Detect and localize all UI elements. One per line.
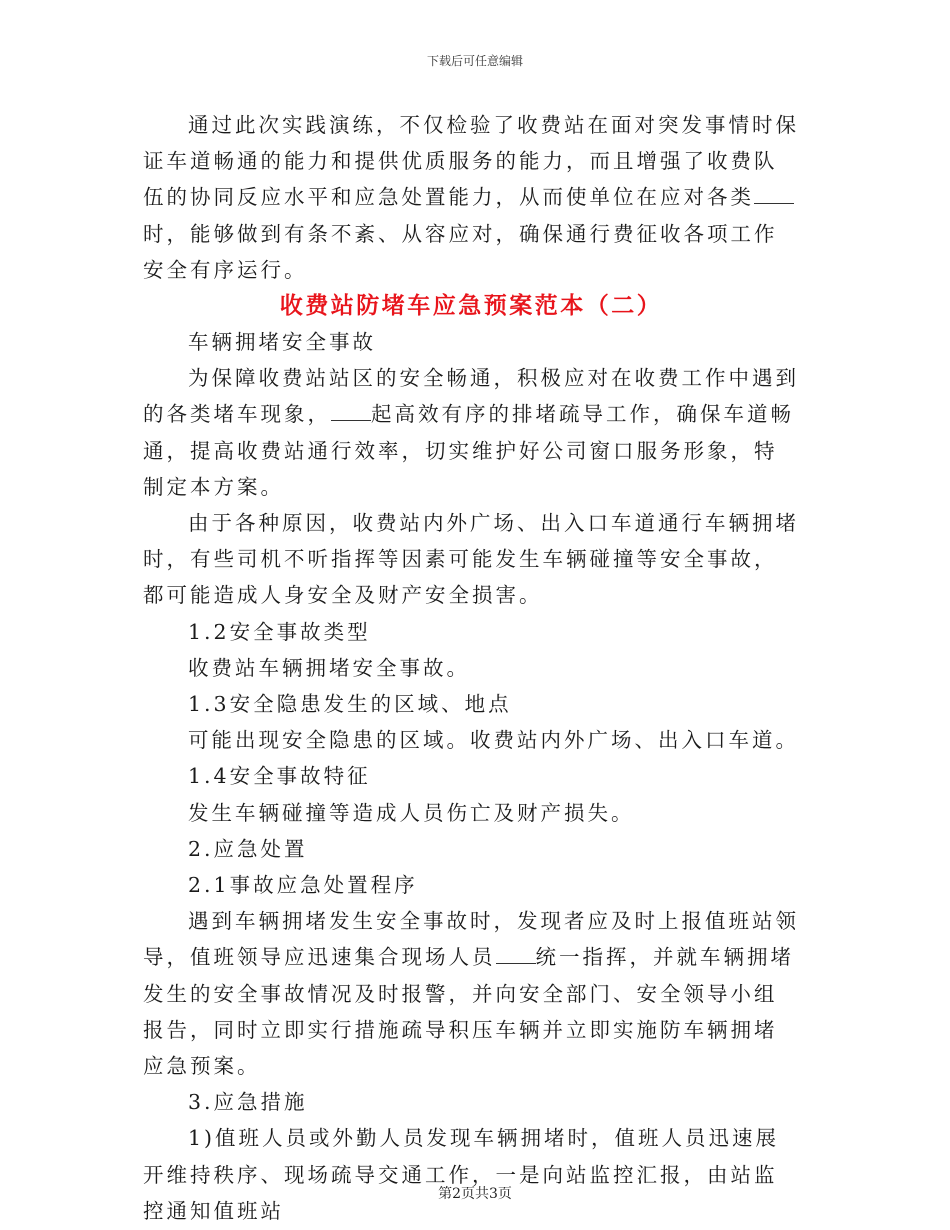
heading-3: 3.应急措施	[188, 1090, 308, 1115]
paragraph-text: 统一指挥，并就车辆拥堵发生的安全事故情况及时报警，并向安全部门、安全领导小组报告，同时立即实行措施疏导积压车辆并立即实施防车辆拥堵应急预案。	[143, 945, 794, 1079]
paragraph-text: 通过此次实践演练，不仅检验了收费站在面对突发事情时保证车道畅通的能力和提供优质服务的能力，而且增强了收费队伍的协同反应水平和应急处置能力，从而使单位在应对各类	[143, 113, 799, 210]
document-body	[143, 107, 799, 1229]
subheading: 车辆拥堵安全事故	[188, 330, 376, 355]
paragraph-causes: 由于各种原因，收费站内外广场、出入口车道通行车辆拥堵时，有些司机不听指挥等因素可能发生车辆碰撞等安全事故，都可能造成人身安全及财产安全损害。	[143, 511, 799, 608]
paragraph-text: 为保障收费站站区的安全畅通，积极应对在收费工作中遇到的各类堵车现象，	[143, 366, 799, 427]
heading-1-4: 1.4安全事故特征	[188, 764, 371, 789]
heading-2: 2.应急处置	[188, 836, 308, 861]
paragraph-text: 时，能够做到有条不紊、从容应对，确保通行费征收各项工作安全有序运行。	[143, 221, 778, 282]
paragraph-text: 遇到车辆拥堵发生安全事故时，发现者应及时上报值班站领导，值班领导应迅速集合现场人员	[143, 909, 799, 970]
fill-blank	[496, 945, 536, 964]
section-title: 收费站防堵车应急预案范本（二）	[279, 292, 663, 320]
paragraph-drill-summary	[143, 107, 799, 288]
paragraph-measures: 1)值班人员或外勤人员发现车辆拥堵时，值班人员迅速展开维持秩序、现场疏导交通工作，一是向站监控汇报，由站监控通知值班站	[143, 1126, 780, 1223]
heading-2-1: 2.1事故应急处置程序	[188, 873, 418, 898]
text-1-4: 发生车辆碰撞等造成人员伤亡及财产损失。	[188, 800, 635, 825]
paragraph-procedure	[143, 903, 799, 1084]
fill-blank	[331, 402, 371, 421]
fill-blank	[754, 185, 794, 204]
text-1-2: 收费站车辆拥堵安全事故。	[188, 655, 470, 680]
text-1-3: 可能出现安全隐患的区域。收费站内外广场、出入口车道。	[188, 728, 799, 753]
page-header: 下载后可任意编辑	[426, 54, 523, 68]
paragraph-purpose	[143, 360, 799, 505]
page-footer: 第2页共3页	[438, 1186, 512, 1202]
heading-1-3: 1.3安全隐患发生的区域、地点	[188, 692, 512, 717]
heading-1-2: 1.2安全事故类型	[188, 619, 371, 644]
paragraph-text: 起高效有序的排堵疏导工作，确保车道畅通，提高收费站通行效率，切实维护好公司窗口服务形象，特制定本方案。	[143, 402, 794, 499]
